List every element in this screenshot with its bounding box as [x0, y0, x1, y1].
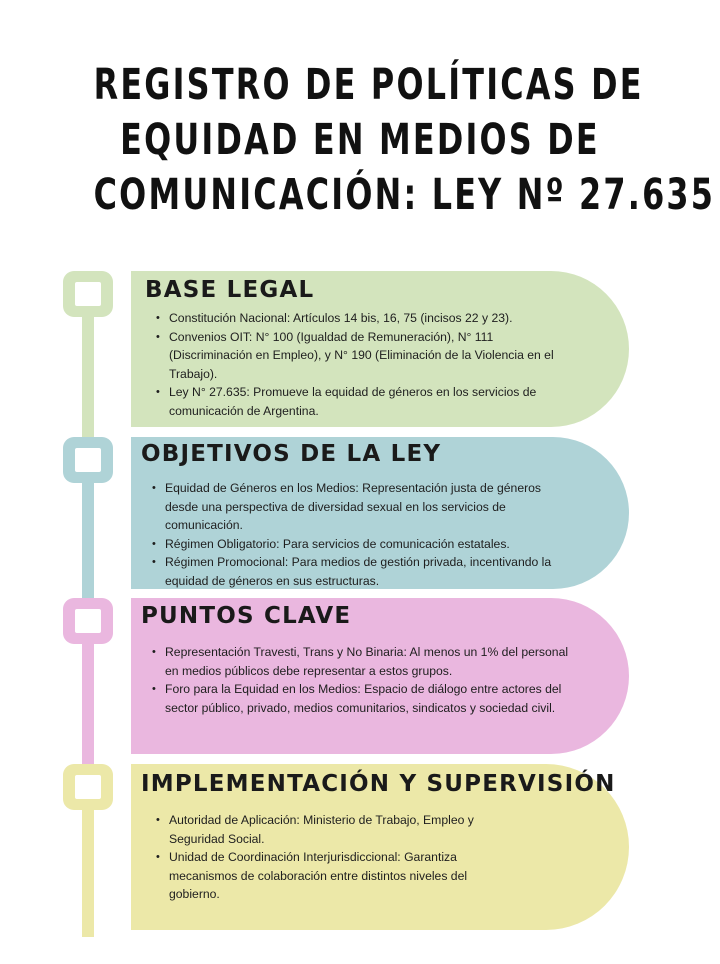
- checkbox-icon: [75, 282, 101, 306]
- section-heading: IMPLEMENTACIÓN Y SUPERVISIÓN: [141, 771, 616, 797]
- timeline-node-puntos-clave: [63, 598, 113, 644]
- page-title: [93, 58, 716, 223]
- list-item: • Régimen Obligatorio: Para servicios de comunicación estatales.: [155, 535, 569, 554]
- list-item: • Equidad de Géneros en los Medios: Representación justa de géneros desde una perspectiva de diversidad sexual en los servicios de comunicación.: [155, 479, 569, 535]
- section-list: [145, 309, 569, 420]
- list-item: • Autoridad de Aplicación: Ministerio de Trabajo, Empleo y Seguridad Social.: [159, 811, 519, 848]
- title-line-2: EQUIDAD EN MEDIOS DE: [120, 115, 600, 165]
- section-card-puntos-clave: [131, 598, 629, 754]
- title-line-3: COMUNICACIÓN: LEY Nº 27.635: [93, 170, 716, 220]
- timeline-node-base-legal: [63, 271, 113, 317]
- section-list: [141, 479, 569, 590]
- list-item: • Representación Travesti, Trans y No Binaria: Al menos un 1% del personal en medios públicos debe representar a estos grupos.: [155, 643, 569, 680]
- section-card-base-legal: [131, 271, 629, 427]
- list-item: • Ley N° 27.635: Promueve la equidad de géneros en los servicios de comunicación de Argentina.: [159, 383, 569, 420]
- checkbox-icon: [75, 448, 101, 472]
- title-line-1: REGISTRO DE POLÍTICAS DE: [93, 60, 644, 110]
- list-item: • Unidad de Coordinación Interjurisdiccional: Garantiza mecanismos de colaboración entre distintos niveles del gobierno.: [159, 848, 519, 904]
- section-list: [141, 811, 519, 904]
- section-card-objetivos: [131, 437, 629, 589]
- list-item: • Constitución Nacional: Artículos 14 bis, 16, 75 (incisos 22 y 23).: [159, 309, 569, 328]
- list-item: • Foro para la Equidad en los Medios: Espacio de diálogo entre actores del sector público, privado, medios comunitarios, sindicatos y sociedad civil.: [155, 680, 569, 717]
- list-item: • Régimen Promocional: Para medios de gestión privada, incentivando la equidad de géneros en sus estructuras.: [155, 553, 569, 590]
- checkbox-icon: [75, 609, 101, 633]
- checkbox-icon: [75, 775, 101, 799]
- section-heading: PUNTOS CLAVE: [141, 603, 352, 629]
- section-list: [141, 643, 569, 717]
- timeline-node-objetivos: [63, 437, 113, 483]
- timeline-node-implementacion: [63, 764, 113, 810]
- section-heading: BASE LEGAL: [145, 277, 315, 303]
- section-card-implementacion: [131, 764, 629, 930]
- list-item: • Convenios OIT: N° 100 (Igualdad de Remuneración), N° 111 (Discriminación en Empleo), y N° 190 (Eliminación de la Violencia en el Trabajo).: [159, 328, 569, 384]
- section-heading: OBJETIVOS DE LA LEY: [141, 441, 442, 467]
